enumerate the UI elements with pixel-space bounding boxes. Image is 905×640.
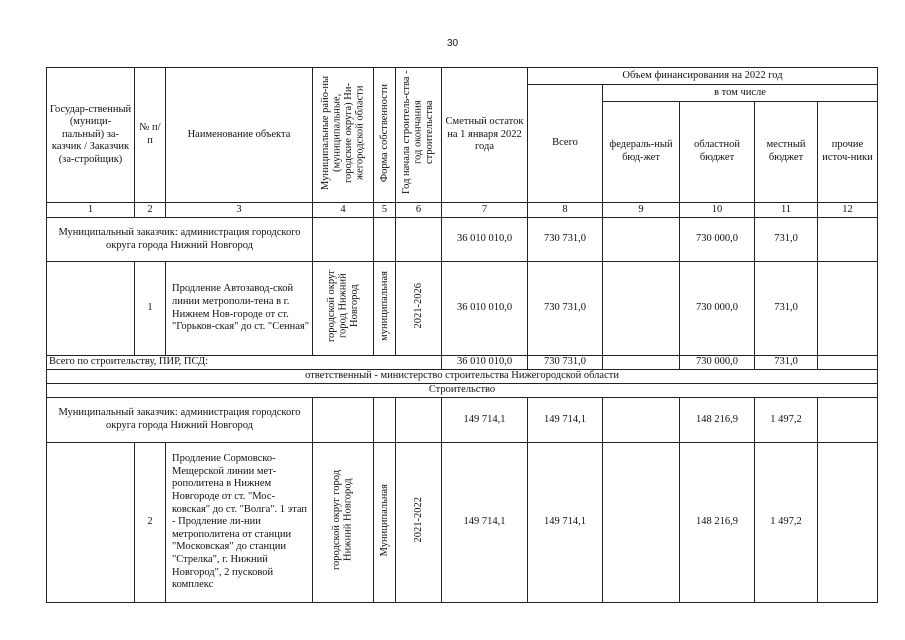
construction-row <box>47 384 878 398</box>
col-number: 3 <box>166 203 313 218</box>
object-district-text: городской округ город Нижний Новгород <box>331 470 354 571</box>
balance-value: 149 714,1 <box>442 443 528 603</box>
customer-row-1 <box>47 218 878 262</box>
column-numbers-row <box>47 203 878 218</box>
local-value: 1 497,2 <box>755 443 818 603</box>
object-num: 2 <box>135 443 166 603</box>
total-value: 149 714,1 <box>528 398 603 443</box>
header-district-text: Муниципальные райо-ны (муниципальные, городские округа) Ни-жегородской области <box>319 75 366 190</box>
total-value: 730 731,0 <box>528 262 603 356</box>
total-label: Всего по строительству, ПИР, ПСД: <box>47 356 442 370</box>
responsible-line: ответственный - министерство строительства Нижегородской области <box>47 370 878 384</box>
col-number: 7 <box>442 203 528 218</box>
col-number: 4 <box>313 203 374 218</box>
object-num: 1 <box>135 262 166 356</box>
object-ownership-text: муниципальная <box>378 271 390 342</box>
local-value: 1 497,2 <box>755 398 818 443</box>
object-row-2 <box>47 443 878 603</box>
balance-value: 36 010 010,0 <box>442 262 528 356</box>
regional-value: 730 000,0 <box>680 218 755 262</box>
balance-value: 36 010 010,0 <box>442 356 528 370</box>
total-value: 149 714,1 <box>528 443 603 603</box>
col-number: 5 <box>374 203 396 218</box>
object-years-text: 2021-2026 <box>412 283 424 329</box>
balance-value: 149 714,1 <box>442 398 528 443</box>
object-row-1 <box>47 262 878 356</box>
construction-line: Строительство <box>47 384 878 398</box>
total-value: 730 731,0 <box>528 356 603 370</box>
customer-label: Муниципальный заказчик: администрация городского округа города Нижний Новгород <box>47 398 313 443</box>
object-ownership <box>374 262 396 356</box>
regional-value: 730 000,0 <box>680 262 755 356</box>
object-ownership-text: Муниципальная <box>378 484 390 557</box>
header-customer: Государ-ственный (муници-пальный) за-казчик / Заказчик (за-стройщик) <box>47 68 135 203</box>
col-number: 10 <box>680 203 755 218</box>
object-district <box>313 262 374 356</box>
balance-value: 36 010 010,0 <box>442 218 528 262</box>
header-district <box>313 68 374 203</box>
col-number: 12 <box>818 203 878 218</box>
total-row <box>47 356 878 370</box>
regional-value: 148 216,9 <box>680 398 755 443</box>
page-number: 30 <box>446 38 459 49</box>
local-value: 731,0 <box>755 356 818 370</box>
header-local: местный бюджет <box>755 102 818 203</box>
header-object-name: Наименование объекта <box>166 68 313 203</box>
regional-value: 148 216,9 <box>680 443 755 603</box>
responsible-row <box>47 370 878 384</box>
object-district-text: городской округ город Нижний Новгород <box>325 269 360 343</box>
object-years <box>396 443 442 603</box>
local-value: 731,0 <box>755 262 818 356</box>
header-total: Всего <box>528 85 603 203</box>
header-other: прочие источ-ники <box>818 102 878 203</box>
object-years <box>396 262 442 356</box>
col-number: 6 <box>396 203 442 218</box>
object-district <box>313 443 374 603</box>
object-ownership <box>374 443 396 603</box>
header-balance: Сметный остаток на 1 января 2022 года <box>442 68 528 203</box>
header-federal: федераль-ный бюд-жет <box>603 102 680 203</box>
customer-row-2 <box>47 398 878 443</box>
regional-value: 730 000,0 <box>680 356 755 370</box>
header-funding-group: Объем финансирования на 2022 год <box>528 68 878 85</box>
header-years <box>396 68 442 203</box>
header-including: в том числе <box>603 85 878 102</box>
col-number: 8 <box>528 203 603 218</box>
header-ownership <box>374 68 396 203</box>
col-number: 9 <box>603 203 680 218</box>
object-name: Продление Автозавод-ской линии метрополи-тена в г. Нижнем Нов-городе от ст. "Горьков-ская" до ст. "Сенная" <box>166 262 313 356</box>
object-years-text: 2021-2022 <box>412 497 424 543</box>
col-number: 2 <box>135 203 166 218</box>
header-row-1 <box>47 68 878 85</box>
col-number: 11 <box>755 203 818 218</box>
col-number: 1 <box>47 203 135 218</box>
financing-table <box>46 67 878 603</box>
header-years-text: Год начала строитель-ства - год окончания строительства <box>401 70 436 195</box>
header-num: № п/п <box>135 68 166 203</box>
local-value: 731,0 <box>755 218 818 262</box>
header-ownership-text: Форма собственности <box>378 83 390 182</box>
total-value: 730 731,0 <box>528 218 603 262</box>
header-regional: областной бюджет <box>680 102 755 203</box>
customer-label: Муниципальный заказчик: администрация городского округа города Нижний Новгород <box>47 218 313 262</box>
object-name: Продление Сормовско-Мещерской линии мет-рополитена в Нижнем Новгороде от ст. "Мос-ковская" до ст. "Волга". 1 этап - Продление ли-нии метрополитена от станции "Московская" до станции "Стрелка", г. Нижний Новгород", 2 пусковой комплекс <box>166 443 313 603</box>
